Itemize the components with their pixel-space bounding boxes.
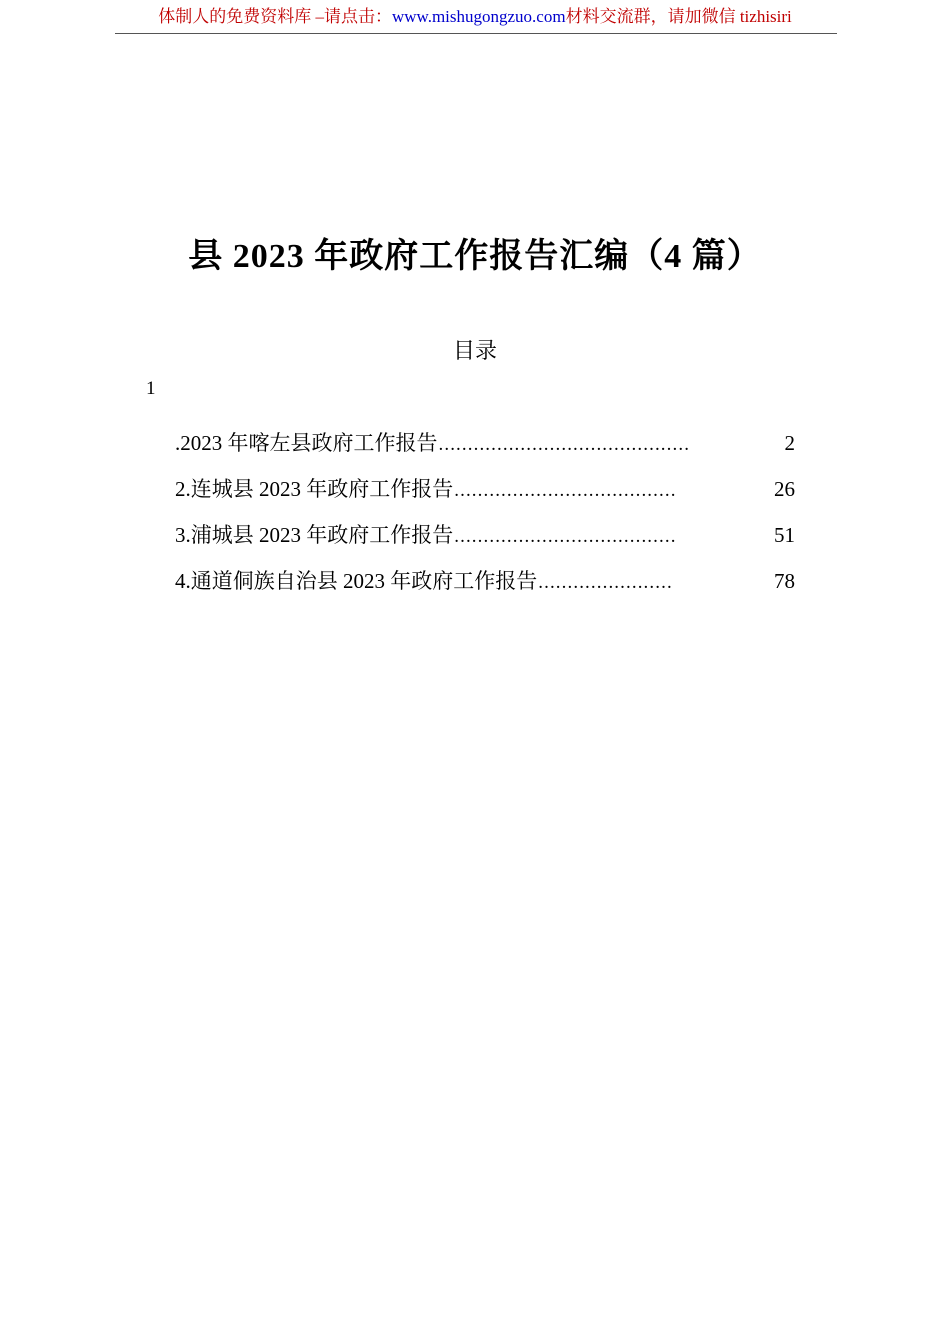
toc-leader-dots: ........................................... [438, 434, 691, 455]
toc-leader-dots: ...................................... [454, 480, 677, 501]
list-item[interactable] [175, 559, 795, 605]
toc-leader-dots: ....................... [538, 572, 673, 593]
toc-page-number: 78 [774, 569, 795, 593]
toc-entry-label: 4.通道侗族自治县 2023 年政府工作报告 [175, 569, 538, 593]
toc-page-number: 51 [774, 523, 795, 547]
toc-leader-dots: ...................................... [454, 526, 677, 547]
toc-entry-label: .2023 年喀左县政府工作报告 [175, 431, 438, 455]
stray-number: 1 [146, 378, 156, 399]
toc-entry-label: 2.连城县 2023 年政府工作报告 [175, 477, 454, 501]
banner-website-link[interactable]: www.mishugongzuo.com [391, 7, 566, 26]
toc-entry-label: 3.浦城县 2023 年政府工作报告 [175, 523, 454, 547]
toc-page-number: 26 [774, 477, 795, 501]
banner-red-suffix: 材料交流群，请加微信 tizhisiri [565, 7, 792, 26]
toc-heading: 目录 [452, 338, 497, 363]
list-item[interactable] [175, 513, 795, 559]
promo-banner [0, 6, 950, 28]
table-of-contents [175, 421, 795, 605]
banner-red-prefix: 体制人的免费资料库 –请点击： [158, 7, 392, 26]
list-item[interactable] [175, 421, 795, 467]
banner-divider [115, 33, 837, 34]
toc-page-number: 2 [784, 431, 795, 455]
page-title: 县 2023 年政府工作报告汇编（4 篇） [188, 238, 762, 275]
list-item[interactable] [175, 467, 795, 513]
